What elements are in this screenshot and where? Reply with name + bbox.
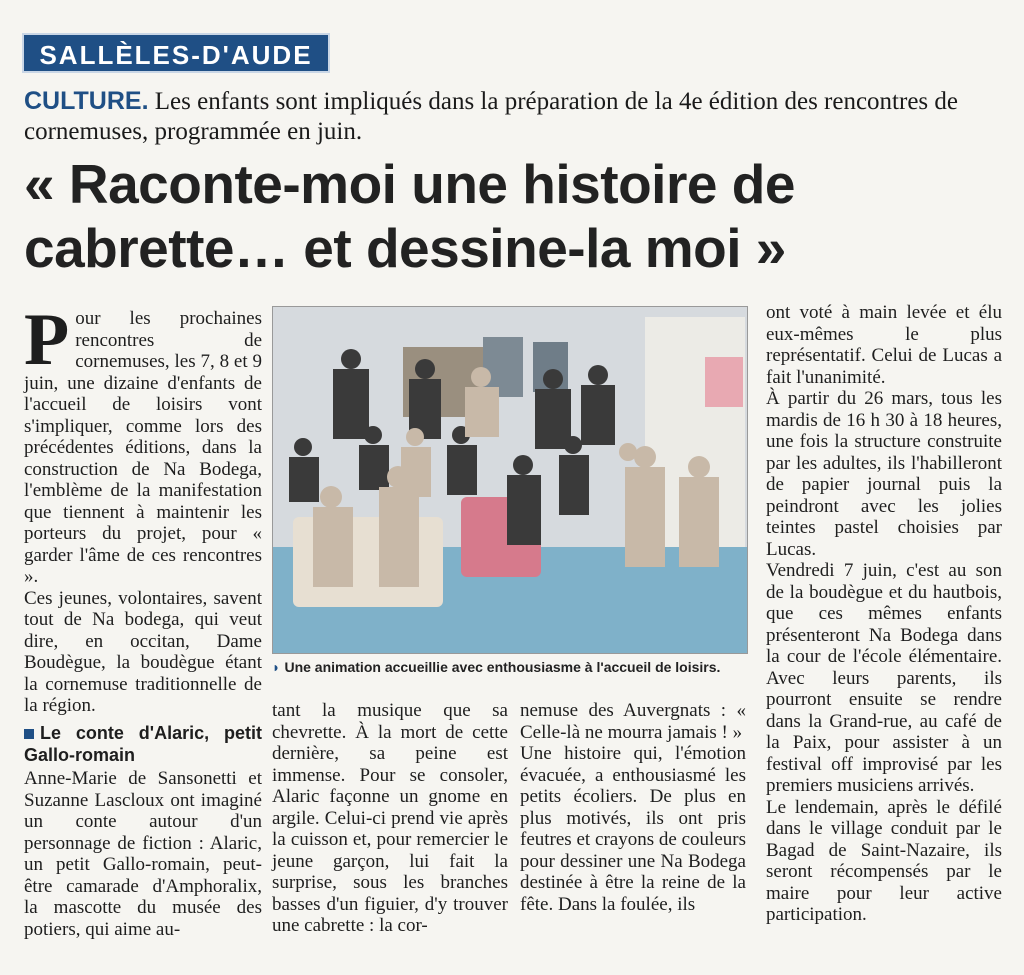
col4-paragraph-3: Vendredi 7 juin, c'est au son de la boudègue et du hautbois, que ces mêmes enfants présenteront Na Bodega dans la cour de l'école élémentaire. Avec leurs parents, ils pourront ensuite se rendre dans la Grand-rue, au café de la Paix, pour assister à un festival off improvisé par les premiers musiciens arrivés. — [766, 560, 1002, 796]
square-bullet-icon — [24, 729, 34, 739]
col3-paragraph-1: nemuse des Auvergnats : « Celle-là ne mourra jamais ! » — [520, 700, 746, 743]
col3-paragraph-2: Une histoire qui, l'émotion évacuée, a enthousiasmé les petits écoliers. De plus en plus motivés, ils ont pris feutres et crayons de couleurs pour dessiner une Na Bodega destinée à être la reine de la fête. Dans la foulée, ils — [520, 743, 746, 915]
subheading — [24, 722, 262, 766]
article-photo — [272, 306, 748, 654]
headline: « Raconte-moi une histoire de cabrette… et dessine-la moi » — [24, 153, 795, 279]
caption-text: Une animation accueillie avec enthousiasme à l'accueil de loisirs. — [284, 659, 721, 675]
col1b-paragraph-1: Anne-Marie de Sansonetti et Suzanne Lascloux ont imaginé un conte autour d'un personnage de fiction : Alaric, un petit Gallo-romain, peut-être camarade d'Amphoralix, la mascotte du musée des potiers, qui aime au- — [24, 768, 262, 940]
column-4 — [766, 302, 1002, 926]
column-2 — [272, 700, 508, 937]
col4-paragraph-4: Le lendemain, après le défilé dans le village conduit par le Bagad de Saint-Nazaire, ils seront récompensés par le maire pour leur active participation. — [766, 796, 1002, 925]
deck-text: Les enfants sont impliqués dans la préparation de la 4e édition des rencontres de cornemuses, programmée en juin. — [24, 88, 959, 145]
col1-paragraph-2: Ces jeunes, volontaires, savent tout de Na bodega, qui veut dire, en occitan, Dame Boudègue, la boudègue étant la cornemuse traditionnelle de la région. — [24, 587, 262, 716]
column-1-bottom — [24, 722, 262, 940]
column-1 — [24, 299, 262, 717]
caption-marker-icon: ◗ — [272, 659, 281, 675]
dropcap: P — [24, 299, 70, 381]
col2-paragraph-1: tant la musique que sa chevrette. À la mort de cette dernière, sa peine est immense. Pour se consoler, Alaric façonne un gnome en argile. Celui-ci prend vie après la cuisson et, pour remercier le jeune garçon, lui fait la surprise, sous les branches basses d'un figuier, d'y trouver une cabrette : la cor- — [272, 700, 508, 936]
section-kicker: SALLÈLES-D'AUDE — [22, 33, 330, 73]
col4-paragraph-2: À partir du 26 mars, tous les mardis de 16 h 30 à 18 heures, une fois la structure construite par les adultes, ils l'habilleront de papier journal puis la peindront avec les jolies teintes pastel choisies par Lucas. — [766, 388, 1002, 560]
col1-paragraph-1: our les prochaines rencontres de cornemuses, les 7, 8 et 9 juin, une dizaine d'enfants de l'accueil de loisirs vont s'impliquer, comme lors des précédentes éditions, dans la construction de Na Bodega, l'emblème de la manifestation que tiennent à maintenir les porteurs du projet, pour « garder l'âme de ces rencontres ». — [24, 308, 262, 587]
col4-paragraph-1: ont voté à main levée et élu eux-mêmes le plus représentatif. Celui de Lucas a fait l'unanimité. — [766, 302, 1002, 388]
column-3 — [520, 700, 746, 915]
subheading-text: Le conte d'Alaric, petit Gallo-romain — [24, 723, 262, 765]
deck-lead: CULTURE. — [24, 87, 149, 115]
photo-caption — [272, 659, 752, 675]
classroom-photo-illustration — [273, 307, 747, 653]
article-deck — [24, 86, 984, 147]
